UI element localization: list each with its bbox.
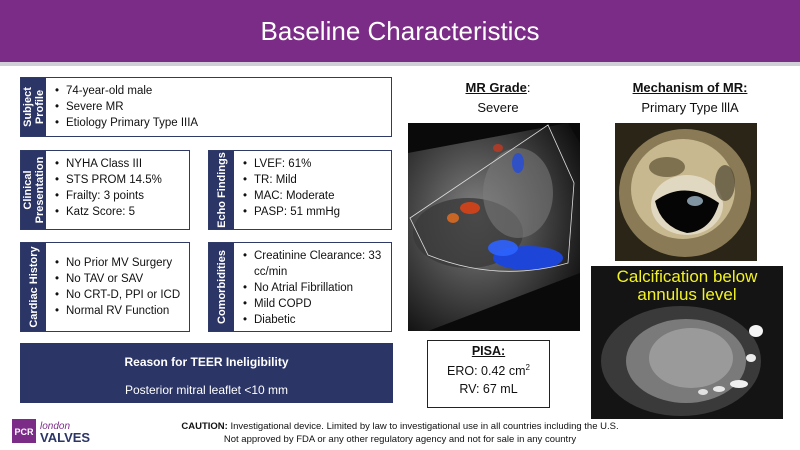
echo-findings-label: Echo Findings — [215, 152, 228, 228]
teer-ineligibility-panel — [20, 343, 393, 403]
list-item: • Katz Score: 5 — [55, 204, 185, 220]
mr-grade-value: Severe — [477, 100, 519, 115]
tee-3d-image — [615, 123, 757, 261]
subject-profile-tab — [21, 78, 46, 136]
list-item: • No CRT-D, PPI or ICD — [55, 287, 185, 303]
list-item: • 74-year-old male — [55, 83, 387, 99]
mr-grade-colon: : — [526, 80, 531, 95]
cardiac-history-tab — [21, 243, 46, 331]
ero-text: ERO: 0.42 cm — [447, 364, 526, 379]
list-item: • No Prior MV Surgery — [55, 255, 185, 271]
subject-profile-card — [20, 77, 392, 137]
clinical-presentation-card — [20, 150, 190, 230]
logo-valves: VALVES — [40, 430, 91, 444]
list-item: • Diabetic — [243, 312, 387, 328]
list-item: • LVEF: 61% — [243, 156, 387, 172]
logo-graphic — [12, 418, 132, 444]
clinical-presentation-label: Clinical Presentation — [21, 156, 46, 224]
subject-profile-label: Subject Profile — [21, 87, 46, 127]
comorbidities-label: Comorbidities — [215, 250, 228, 324]
mr-grade-block — [408, 78, 588, 118]
tee-3d-graphic — [615, 123, 757, 261]
slide-title: Baseline Characteristics — [0, 0, 800, 62]
list-item: • Mild COPD — [243, 296, 387, 312]
clinical-presentation-tab — [21, 151, 46, 229]
list-item: • No TAV or SAV — [55, 271, 185, 287]
caution-line1: Investigational device. Limited by law to investigational use in all countries including the U.S. — [227, 421, 619, 432]
ero-superscript: 2 — [525, 363, 530, 372]
ct-caption: Calcification below annulus level — [616, 267, 758, 304]
pcr-london-valves-logo — [12, 418, 132, 444]
teer-body: Posterior mitral leaflet <10 mm — [124, 383, 289, 397]
echo-findings-card — [208, 150, 392, 230]
teer-heading: Reason for TEER Ineligibility — [124, 355, 289, 369]
list-item: • TR: Mild — [243, 172, 387, 188]
pisa-label: PISA: — [471, 344, 506, 358]
list-item: • Severe MR — [55, 99, 387, 115]
mechanism-value: Primary Type lllA — [641, 100, 739, 115]
logo-pcr: PCR — [14, 427, 34, 437]
caution-label: CAUTION: — [181, 421, 228, 432]
cardiac-history-card — [20, 242, 190, 332]
mechanism-block — [600, 78, 780, 118]
title-divider — [0, 62, 800, 66]
list-item: • Frailty: 3 points — [55, 188, 185, 204]
list-item: • STS PROM 14.5% — [55, 172, 185, 188]
pisa-box — [427, 340, 550, 408]
list-item: • No Atrial Fibrillation — [243, 280, 387, 296]
list-item: • Creatinine Clearance: 33 cc/min — [243, 248, 387, 280]
comorbidities-card — [208, 242, 392, 332]
ero-value — [428, 363, 549, 378]
list-item: • Normal RV Function — [55, 303, 185, 319]
comorbidities-tab — [209, 243, 234, 331]
cardiac-history-label: Cardiac History — [27, 246, 40, 328]
list-item: • Etiology Primary Type IIIA — [55, 115, 387, 131]
mechanism-label: Mechanism of MR: — [632, 80, 748, 95]
echo-findings-tab — [209, 151, 234, 229]
logo-london: london — [40, 421, 71, 432]
caution-line2: Not approved by FDA or any other regulatory agency and not for sale in any country — [223, 434, 577, 445]
list-item: • MAC: Moderate — [243, 188, 387, 204]
echo-doppler-graphic — [408, 123, 580, 331]
echo-doppler-image — [408, 123, 580, 331]
mr-grade-label: MR Grade — [465, 80, 527, 95]
caution-notice — [150, 420, 650, 446]
rv-value: RV: 67 mL — [459, 382, 518, 397]
list-item: • NYHA Class III — [55, 156, 185, 172]
list-item: • PASP: 51 mmHg — [243, 204, 387, 220]
